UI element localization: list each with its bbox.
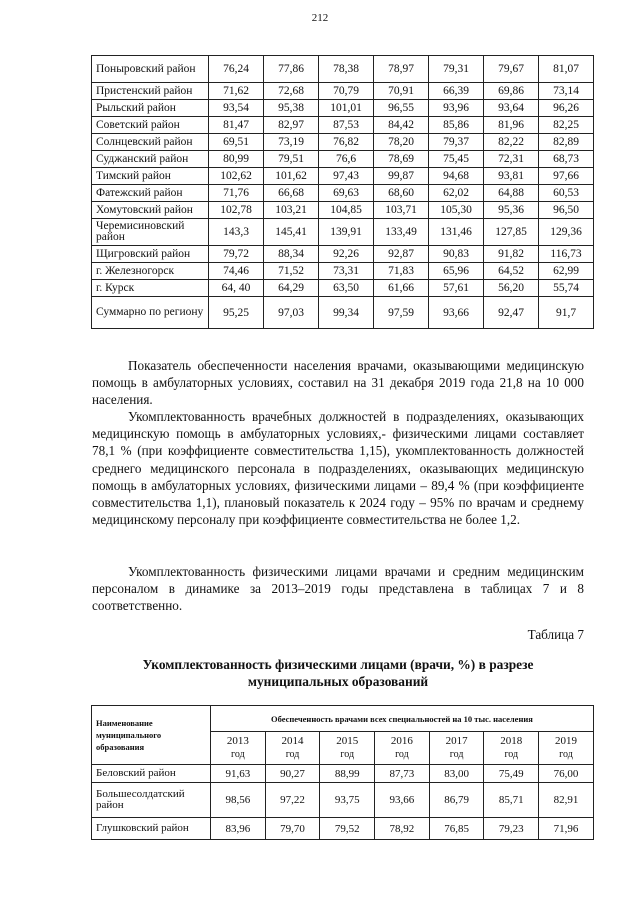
table-row: [92, 151, 594, 168]
cell-value: 73,14: [539, 83, 594, 100]
year-header: [429, 732, 484, 765]
cell-value: 73,19: [264, 134, 319, 151]
cell-value: 60,53: [539, 185, 594, 202]
cell-value: 56,20: [484, 280, 539, 297]
cell-value: 79,31: [429, 56, 484, 83]
row-name: Черемисиновский район: [92, 219, 209, 246]
cell-value: 70,79: [319, 83, 374, 100]
cell-value: 87,73: [375, 765, 430, 783]
cell-value: 84,42: [374, 117, 429, 134]
table-row: [92, 219, 594, 246]
table-row: [92, 56, 594, 83]
cell-value: 85,86: [429, 117, 484, 134]
cell-value: 143,3: [209, 219, 264, 246]
row-name: Суммарно по региону: [92, 297, 209, 329]
cell-value: 81,07: [539, 56, 594, 83]
table-row: [92, 765, 594, 783]
row-name: Поныровский район: [92, 56, 209, 83]
cell-value: 73,31: [319, 263, 374, 280]
cell-value: 62,02: [429, 185, 484, 202]
cell-value: 101,62: [264, 168, 319, 185]
cell-value: 96,55: [374, 100, 429, 117]
cell-value: 87,53: [319, 117, 374, 134]
cell-value: 91,63: [211, 765, 266, 783]
table-row: [92, 818, 594, 840]
cell-value: 62,99: [539, 263, 594, 280]
cell-value: 92,47: [484, 297, 539, 329]
paragraph-staffing-dynamics: Укомплектованность физическими лицами врачами и средним медицинским персоналом в динамике за 2013–2019 годы представлена в таблицах 7 и 8 соответственно.: [92, 564, 584, 614]
cell-value: 97,22: [265, 783, 320, 818]
cell-value: 93,64: [484, 100, 539, 117]
cell-value: 81,47: [209, 117, 264, 134]
cell-value: 116,73: [539, 246, 594, 263]
cell-value: 79,52: [320, 818, 375, 840]
cell-value: 99,34: [319, 297, 374, 329]
table-row: [92, 117, 594, 134]
cell-value: 75,49: [484, 765, 539, 783]
cell-value: 93,75: [320, 783, 375, 818]
year-header: [320, 732, 375, 765]
year-header: [539, 732, 594, 765]
cell-value: 76,24: [209, 56, 264, 83]
cell-value: 97,66: [539, 168, 594, 185]
row-name: г. Курск: [92, 280, 209, 297]
row-name: Большесолдатский район: [92, 783, 211, 818]
cell-value: 102,62: [209, 168, 264, 185]
cell-value: 131,46: [429, 219, 484, 246]
header-provision-group: Обеспеченность врачами всех специальностей на 10 тыс. населения: [211, 706, 594, 732]
cell-value: 105,30: [429, 202, 484, 219]
year-header: [265, 732, 320, 765]
cell-value: 79,23: [484, 818, 539, 840]
cell-value: 97,43: [319, 168, 374, 185]
year-header: [375, 732, 430, 765]
year-suffix: год: [285, 749, 300, 760]
table-7-title: Укомплектованность физическими лицами (врачи, %) в разрезе муниципальных образований: [142, 657, 534, 689]
cell-value: 90,83: [429, 246, 484, 263]
year-label: 2018: [500, 735, 523, 747]
cell-value: 81,96: [484, 117, 539, 134]
row-name: Хомутовский район: [92, 202, 209, 219]
cell-value: 66,68: [264, 185, 319, 202]
cell-value: 92,26: [319, 246, 374, 263]
cell-value: 72,68: [264, 83, 319, 100]
cell-value: 83,96: [211, 818, 266, 840]
row-name: Советский район: [92, 117, 209, 134]
cell-value: 145,41: [264, 219, 319, 246]
cell-value: 95,25: [209, 297, 264, 329]
cell-value: 93,81: [484, 168, 539, 185]
cell-value: 74,46: [209, 263, 264, 280]
row-name: Солнцевский район: [92, 134, 209, 151]
cell-value: 79,70: [265, 818, 320, 840]
cell-value: 71,76: [209, 185, 264, 202]
cell-value: 72,31: [484, 151, 539, 168]
cell-value: 82,25: [539, 117, 594, 134]
cell-value: 55,74: [539, 280, 594, 297]
cell-value: 76,85: [429, 818, 484, 840]
cell-value: 68,60: [374, 185, 429, 202]
cell-value: 78,97: [374, 56, 429, 83]
cell-value: 78,92: [375, 818, 430, 840]
row-name: Рыльский район: [92, 100, 209, 117]
cell-value: 64,29: [264, 280, 319, 297]
cell-value: 98,56: [211, 783, 266, 818]
row-name: Беловский район: [92, 765, 211, 783]
cell-value: 76,6: [319, 151, 374, 168]
year-suffix: год: [395, 749, 409, 760]
paragraph-staffing-levels: Укомплектованность врачебных должностей в подразделениях, оказывающих медицинскую помощь в амбулаторных условиях,- физическими лицами составляет 78,1 % (при коэффициенте совместительства 1,15), укомплектованность должностей среднего медицинского персонала в подразделениях, оказывающих медицинскую помощь в амбулаторных условиях, физическими лицами – 89,4 % (при коэффициенте совместительства 1,1), плановый показатель к 2024 году – 95% по врачам и среднему медицинскому персоналу при коэффициенте совместительства не более 1,2.: [92, 409, 584, 528]
table-row: [92, 297, 594, 329]
cell-value: 78,20: [374, 134, 429, 151]
cell-value: 127,85: [484, 219, 539, 246]
table-row: [92, 185, 594, 202]
cell-value: 82,89: [539, 134, 594, 151]
cell-value: 103,71: [374, 202, 429, 219]
cell-value: 69,51: [209, 134, 264, 151]
cell-value: 65,96: [429, 263, 484, 280]
table-row: [92, 83, 594, 100]
cell-value: 95,36: [484, 202, 539, 219]
cell-value: 75,45: [429, 151, 484, 168]
cell-value: 82,97: [264, 117, 319, 134]
cell-value: 78,69: [374, 151, 429, 168]
cell-value: 70,91: [374, 83, 429, 100]
header-municipality: Наименование муниципального образования: [92, 706, 211, 765]
cell-value: 79,37: [429, 134, 484, 151]
table-row: [92, 263, 594, 280]
cell-value: 93,54: [209, 100, 264, 117]
cell-value: 80,99: [209, 151, 264, 168]
row-name: Глушковский район: [92, 818, 211, 840]
cell-value: 64,88: [484, 185, 539, 202]
row-name: г. Железногорск: [92, 263, 209, 280]
cell-value: 96,50: [539, 202, 594, 219]
cell-value: 69,63: [319, 185, 374, 202]
cell-value: 99,87: [374, 168, 429, 185]
cell-value: 96,26: [539, 100, 594, 117]
cell-value: 139,91: [319, 219, 374, 246]
cell-value: 69,86: [484, 83, 539, 100]
cell-value: 90,27: [265, 765, 320, 783]
row-name: Пристенский район: [92, 83, 209, 100]
cell-value: 64, 40: [209, 280, 264, 297]
cell-value: 95,38: [264, 100, 319, 117]
cell-value: 61,66: [374, 280, 429, 297]
cell-value: 71,62: [209, 83, 264, 100]
table-7-label: Таблица 7: [527, 627, 584, 642]
cell-value: 83,00: [429, 765, 484, 783]
row-name: Суджанский район: [92, 151, 209, 168]
staffing-table: [91, 705, 594, 840]
year-suffix: год: [340, 749, 355, 760]
cell-value: 63,50: [319, 280, 374, 297]
cell-value: 68,73: [539, 151, 594, 168]
year-header: [484, 732, 539, 765]
year-label: 2013: [226, 735, 249, 747]
year-label: 2015: [336, 735, 359, 747]
cell-value: 93,66: [429, 297, 484, 329]
year-suffix: год: [231, 749, 245, 760]
page-number: 212: [311, 12, 329, 24]
year-suffix: год: [449, 749, 464, 760]
paragraph-ambulatory-provision: Показатель обеспеченности населения врачами, оказывающими медицинскую помощь в амбулаторных условиях, составил на 31 декабря 2019 года 21,8 на 10 000 населения.: [92, 358, 584, 408]
cell-value: 64,52: [484, 263, 539, 280]
row-name: Тимский район: [92, 168, 209, 185]
cell-value: 79,72: [209, 246, 264, 263]
table-row: [92, 246, 594, 263]
row-name: Фатежский район: [92, 185, 209, 202]
cell-value: 88,99: [320, 765, 375, 783]
cell-value: 86,79: [429, 783, 484, 818]
cell-value: 91,82: [484, 246, 539, 263]
table-row: [92, 783, 594, 818]
cell-value: 57,61: [429, 280, 484, 297]
cell-value: 91,7: [539, 297, 594, 329]
cell-value: 71,96: [539, 818, 594, 840]
row-name: Щигровский район: [92, 246, 209, 263]
staffing-table-body: [92, 765, 594, 840]
cell-value: 76,00: [539, 765, 594, 783]
cell-value: 79,51: [264, 151, 319, 168]
year-header: [211, 732, 266, 765]
table-row: [92, 280, 594, 297]
cell-value: 82,91: [539, 783, 594, 818]
cell-value: 97,03: [264, 297, 319, 329]
table-row: [92, 202, 594, 219]
cell-value: 104,85: [319, 202, 374, 219]
year-label: 2017: [445, 735, 468, 747]
cell-value: 71,83: [374, 263, 429, 280]
cell-value: 101,01: [319, 100, 374, 117]
cell-value: 79,67: [484, 56, 539, 83]
municipal-data-table-body: [92, 56, 594, 329]
year-label: 2016: [390, 735, 413, 747]
cell-value: 103,21: [264, 202, 319, 219]
year-suffix: год: [559, 749, 573, 760]
cell-value: 78,38: [319, 56, 374, 83]
cell-value: 71,52: [264, 263, 319, 280]
cell-value: 77,86: [264, 56, 319, 83]
year-label: 2014: [281, 735, 304, 747]
cell-value: 129,36: [539, 219, 594, 246]
year-suffix: год: [504, 749, 519, 760]
table-row: [92, 134, 594, 151]
municipal-data-table: [91, 55, 594, 329]
table-row: [92, 168, 594, 185]
cell-value: 94,68: [429, 168, 484, 185]
year-label: 2019: [555, 735, 577, 747]
cell-value: 92,87: [374, 246, 429, 263]
cell-value: 82,22: [484, 134, 539, 151]
cell-value: 85,71: [484, 783, 539, 818]
cell-value: 133,49: [374, 219, 429, 246]
table-row: [92, 100, 594, 117]
cell-value: 102,78: [209, 202, 264, 219]
cell-value: 76,82: [319, 134, 374, 151]
cell-value: 93,96: [429, 100, 484, 117]
cell-value: 93,66: [375, 783, 430, 818]
cell-value: 97,59: [374, 297, 429, 329]
cell-value: 88,34: [264, 246, 319, 263]
cell-value: 66,39: [429, 83, 484, 100]
